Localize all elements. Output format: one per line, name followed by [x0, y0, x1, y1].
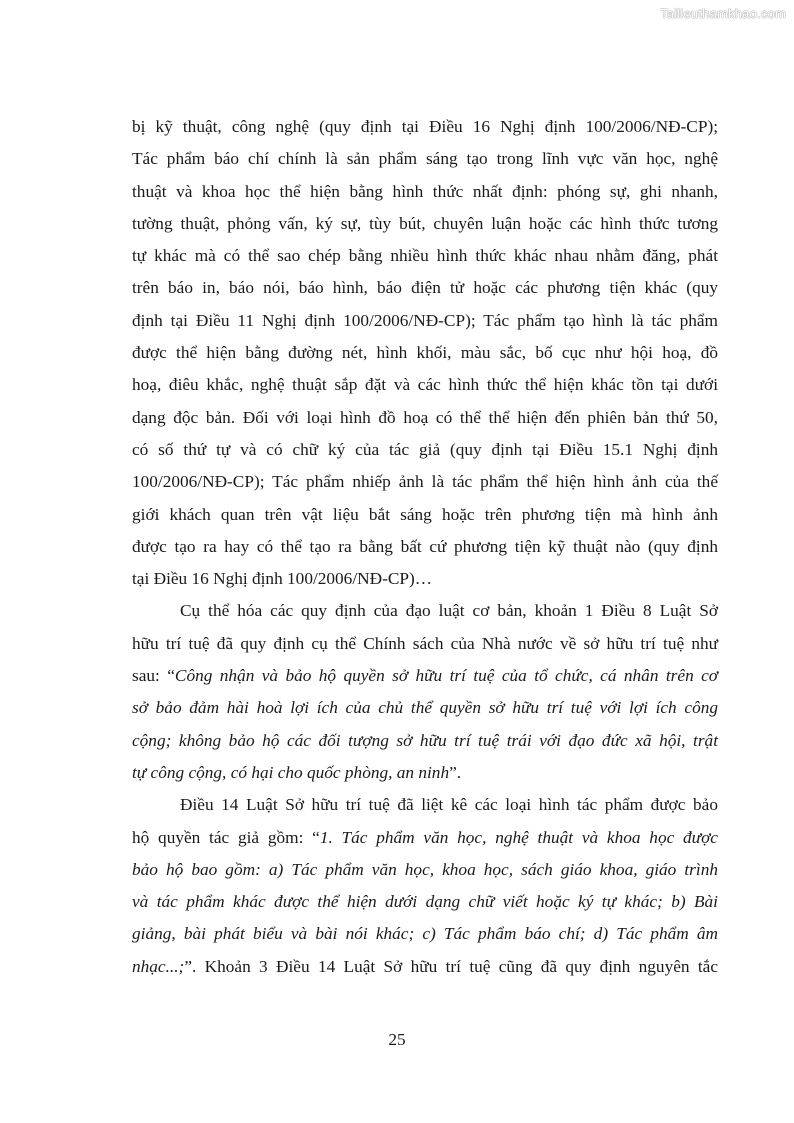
text-span: sau: “: [132, 666, 175, 686]
text-line: Điều 14 Luật Sở hữu trí tuệ đã liệt kê các loại hình tác phẩm được bảo: [180, 795, 718, 815]
text-line: [132, 951, 718, 983]
text-line: [132, 918, 718, 950]
text-line: [132, 886, 718, 918]
quoted-text: cộng; không bảo hộ các đối tượng sở hữu trí tuệ trái với đạo đức xã hội, trật: [132, 730, 718, 750]
text-line: hữu trí tuệ đã quy định cụ thể Chính sách của Nhà nước về sở hữu trí tuệ như: [132, 633, 718, 653]
text-line: dạng độc bản. Đối với loại hình đồ hoạ có thể thể hiện đến phiên bản thứ 50,: [132, 407, 718, 427]
page-body: [132, 111, 718, 983]
text-line: [132, 854, 718, 886]
page-number: 25: [388, 1030, 406, 1049]
paragraph-3: [132, 789, 718, 983]
text-line: [132, 822, 718, 854]
paragraph-2: [132, 595, 718, 789]
quoted-text: sở bảo đảm hài hoà lợi ích của chủ thể quyền sở hữu trí tuệ với lợi ích công: [132, 698, 718, 718]
quoted-text: giảng, bài phát biểu và bài nói khác; c) Tác phẩm báo chí; d) Tác phẩm âm: [132, 924, 718, 944]
text-line: hoạ, điêu khắc, nghệ thuật sắp đặt và các hình thức thể hiện khác tồn tại dưới: [132, 375, 718, 395]
text-line: có số thứ tự và có chữ ký của tác giả (quy định tại Điều 15.1 Nghị định: [132, 439, 718, 459]
quoted-text: Công nhận và bảo hộ quyền sở hữu trí tuệ của tổ chức, cá nhân trên cơ: [174, 666, 719, 686]
text-line: 100/2006/NĐ-CP); Tác phẩm nhiếp ảnh là tác phẩm thể hiện hình ảnh của thế: [132, 472, 718, 492]
text-line: trên báo in, báo nói, báo hình, báo điện tử hoặc các phương tiện khác (quy: [132, 278, 718, 298]
quoted-text: và tác phẩm khác được thể hiện dưới dạng chữ viết hoặc ký tự khác; b) Bài: [132, 892, 718, 912]
text-line: bị kỹ thuật, công nghệ (quy định tại Điều 16 Nghị định 100/2006/NĐ-CP);: [132, 117, 718, 136]
text-line: tại Điều 16 Nghị định 100/2006/NĐ-CP)…: [132, 569, 433, 589]
text-line: [132, 660, 718, 692]
text-line: [132, 692, 718, 724]
text-span: ”. Khoản 3 Điều 14 Luật Sở hữu trí tuệ cũng đã quy định nguyên tắc: [184, 956, 718, 976]
text-line: thuật và khoa học thể hiện bằng hình thức nhất định: phóng sự, ghi nhanh,: [132, 181, 718, 201]
text-line: [132, 757, 718, 789]
text-span: ”.: [449, 762, 462, 782]
quoted-text: bảo hộ bao gồm: a) Tác phẩm văn học, khoa học, sách giáo khoa, giáo trình: [132, 859, 718, 879]
text-line: [132, 725, 718, 757]
text-line: tường thuật, phỏng vấn, ký sự, tùy bút, chuyên luận hoặc các hình thức tương: [132, 213, 718, 233]
quoted-text: nhạc...;: [132, 956, 185, 976]
quoted-text: tự công cộng, có hại cho quốc phòng, an ninh: [132, 762, 450, 782]
text-line: Cụ thể hóa các quy định của đạo luật cơ bản, khoản 1 Điều 8 Luật Sở: [180, 601, 718, 621]
quoted-text: 1. Tác phẩm văn học, nghệ thuật và khoa học được: [319, 827, 718, 847]
text-line: định tại Điều 11 Nghị định 100/2006/NĐ-CP); Tác phẩm tạo hình là tác phẩm: [132, 310, 718, 330]
text-line: được thể hiện bằng đường nét, hình khối, màu sắc, bố cục như hội hoạ, đồ: [132, 343, 718, 363]
text-line: giới khách quan trên vật liệu bắt sáng hoặc trên phương tiện mà hình ảnh: [132, 504, 718, 524]
paragraph-1: [132, 111, 718, 595]
text-line: Tác phẩm báo chí chính là sản phẩm sáng tạo trong lĩnh vực văn học, nghệ: [132, 149, 718, 169]
text-span: hộ quyền tác giả gồm: “: [132, 827, 320, 847]
text-line: được tạo ra hay có thể tạo ra bằng bất cứ phương tiện kỹ thuật nào (quy định: [132, 536, 718, 556]
text-line: tự khác mà có thể sao chép bằng nhiều hình thức khác nhau nhằm đăng, phát: [132, 246, 718, 266]
watermark-text: Tailieuthamkhao.com: [660, 6, 786, 21]
